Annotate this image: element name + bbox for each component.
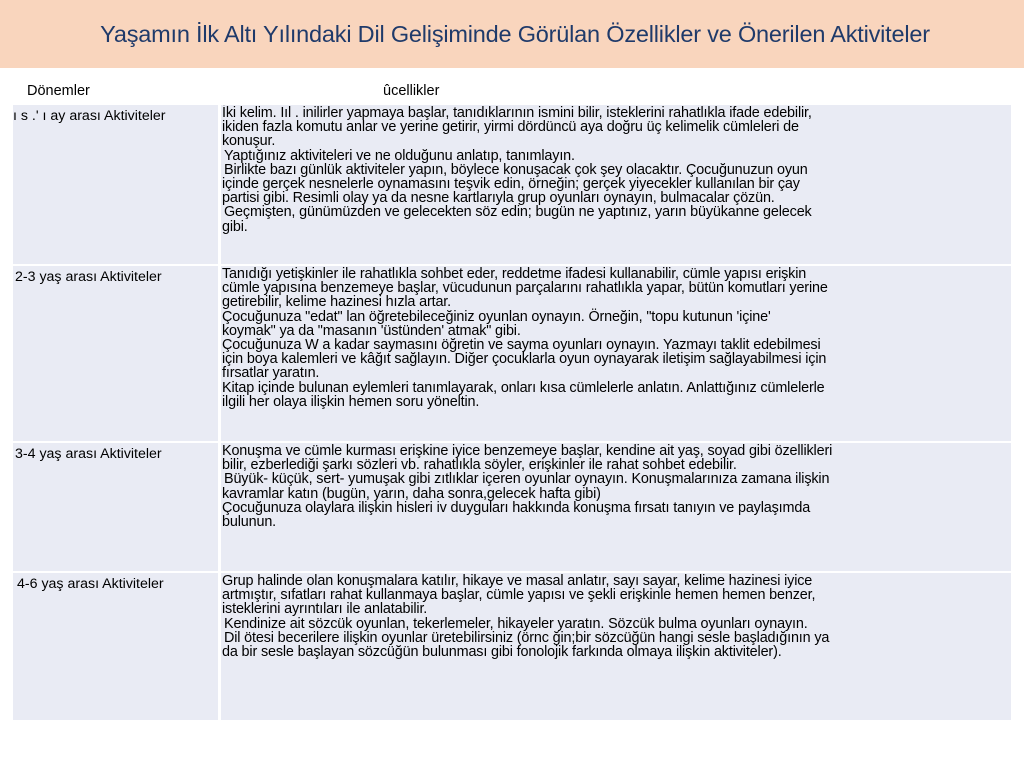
table-row-2-period: [13, 266, 218, 441]
text-line: ilgili her olaya ilişkin hemen soru yöneltin.: [222, 393, 480, 410]
text-line: Konuşma ve cümle kurması erişkine iyice benzemeye başlar, kendine ait yaş, soyad gibi özellikleri: [222, 443, 833, 459]
text-line: kavramlar katın (bugün, yarın, daha sonra,gelecek hafta gibi): [222, 485, 601, 502]
text-line: Kendinize ait sözcük oyunlan, tekerlemeler, hikayeler yaratın. Sözcük bulma oyunları oynayın.: [224, 615, 808, 632]
text-line: cümle yapısına benzemeye başlar, vücudunun parçalarını rahatlıkla yapar, bütün komutları yerine: [222, 280, 828, 297]
text-line: Büyük- küçük, sert- yumuşak gibi zıtlıklar içeren oyunlar oynayın. Konuşmalarınıza zamana ilişkin: [224, 471, 830, 488]
text-line: da bir sesle başlayan sözcüğün bulunması gibi fonolojik farkında olmaya ilişkin aktiviteler).: [222, 644, 782, 661]
text-line: Kitap içinde bulunan eylemleri tanımlayarak, onları kısa cümlelerle anlatın. Anlattığınız cümlelerle: [222, 379, 825, 396]
text-line: gibi.: [222, 218, 248, 235]
text-line: Çocuğunuza W a kadar saymasını öğretin ve sayma oyunları oynayın. Yazmayı taklit edebilmesi: [222, 337, 821, 354]
period-label: 4-6 yaş arası Aktiviteler: [17, 576, 164, 592]
text-line: bilir, ezberlediği şarkı sözleri vb. rahatlıkla söyler, erişkinler ile rahat sohbet edebilir.: [222, 457, 737, 474]
slide-title: Yaşamın İlk Altı Yılındaki Dil Gelişiminde Görülan Özellikler ve Önerilen Aktiviteler: [100, 20, 930, 47]
table-row-1-period: [13, 105, 218, 264]
table-row-4-features: [221, 573, 1011, 720]
text-line: için boya kalemleri ve kâğıt sağlayın. Diğer çocuklarla oyun oynayarak iletişim sağlayabilmesi için: [222, 351, 827, 368]
text-line: Grup halinde olan konuşmalara katılır, hikaye ve masal anlatır, sayı sayar, kelime hazinesi iyice: [222, 573, 813, 589]
text-line: İki kelim. Iıl . inilirler yapmaya başlar, tanıdıklarının ismini bilir, isteklerini rahatlıkla ifade edebilir,: [222, 105, 812, 121]
period-label: 3-4 yaş arası Aktiviteler: [15, 446, 162, 462]
text-line: isteklerini ayrıntıları ile anlatabilir.: [222, 601, 428, 618]
text-line: Yaptığınız aktiviteleri ve ne olduğunu anlatıp, tanımlayın.: [224, 147, 575, 164]
table-row-3-period: [13, 443, 218, 571]
header-features: ûcellikler: [221, 77, 1011, 102]
text-line: koymak" ya da "masanın 'üstünden' atmak" gibi.: [222, 322, 521, 339]
text-line: ikiden fazla komutu anlar ve yerine getirir, yirmi dördüncü aya doğru üç kelimelik cümleleri de: [222, 119, 799, 136]
text-line: fırsatlar yaratın.: [222, 365, 320, 382]
text-line: Çocuğunuza "edat" lan öğretebileceğiniz oyunlan oynayın. Örneğin, "topu kutunun 'içine': [222, 308, 771, 325]
text-line: partisi gibi. Resimli olay ya da nesne kartlarıyla grup oyunları oynayın, bulmacalar çözün.: [222, 190, 775, 207]
text-line: Geçmişten, günümüzden ve gelecekten söz edin; bugün ne yaptınız, yarın büyükanne gelecek: [224, 204, 812, 221]
table-row-4-period: [13, 573, 218, 720]
text-line: içinde gerçek nesnelerle oynamasını teşvik edin, örneğin; gerçek yiyecekler kullanılan bir çay: [222, 176, 800, 193]
features-text: [221, 443, 1011, 529]
text-line: Dil ötesi becerilere ilişkin oyunlar üretebilirsiniz (örnc ğin;bir sözcüğün hangi sesle başladığının ya: [224, 629, 830, 646]
text-line: getirebilir, kelime hazinesi hızla artar.: [222, 294, 452, 311]
text-line: Tanıdığı yetişkinler ile rahatlıkla sohbet eder, reddetme ifadesi kullanabilir, cümle yapısı erişkin: [222, 266, 807, 282]
table-row-3-features: [221, 443, 1011, 571]
features-text: [221, 105, 1011, 234]
period-label: ı s .' ı ay arası Aktiviteler: [13, 108, 166, 124]
text-line: artmıştır, sıfatları rahat kullanmaya başlar, cümle yapısı ve şekli erişkinle hemen hemen benzer,: [222, 587, 816, 604]
features-text: [221, 266, 1011, 409]
header-periods: Dönemler: [13, 77, 218, 102]
title-bar: [0, 0, 1024, 68]
text-line: Çocuğunuza olaylara ilişkin hisleri iv duyguları hakkında konuşma fırsatı tanıyın ve paylaşımda: [222, 499, 811, 516]
text-line: konuşur.: [222, 133, 276, 150]
features-text: [221, 573, 1011, 659]
activities-table: [12, 77, 1011, 720]
text-line: Birlikte bazı günlük aktiviteler yapın, böylece konuşacak çok şey olacaktır. Çocuğunuzun oyun: [224, 161, 808, 178]
table-row-1-features: [221, 105, 1011, 264]
period-label: 2-3 yaş arası Aktiviteler: [15, 269, 162, 285]
table-row-2-features: [221, 266, 1011, 441]
text-line: bulunun.: [222, 514, 277, 531]
